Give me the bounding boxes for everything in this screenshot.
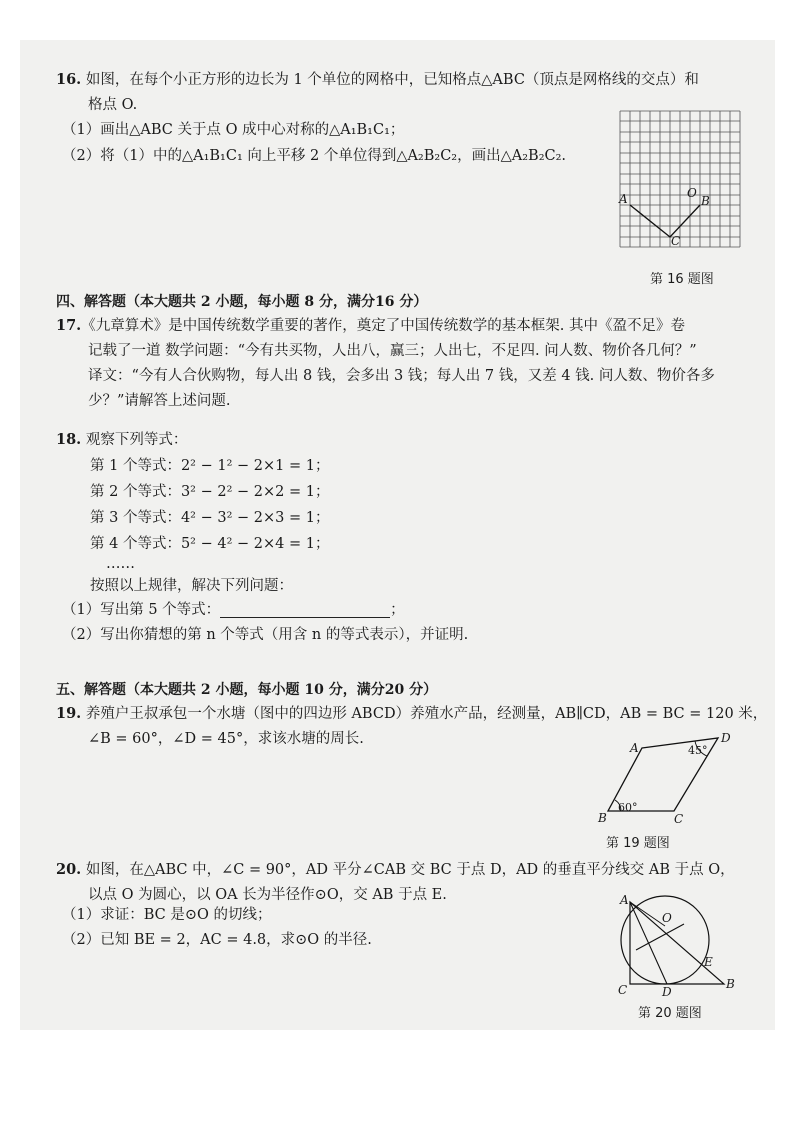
q16-number: 16. [56, 71, 82, 88]
answer-blank[interactable] [220, 603, 390, 618]
q16-text-line2: 格点 O. [88, 97, 138, 113]
q19-figure-caption: 第 19 题图 [606, 836, 670, 851]
q16-grid-figure [610, 106, 760, 256]
q19-angle-b: 60° [618, 801, 638, 814]
q18-equation-4: 第 4 个等式：5² − 4² − 2×4 = 1； [90, 536, 330, 552]
q18-part2: （2）写出你猜想的第 n 个等式（用含 n 的等式表示），并证明. [62, 627, 469, 643]
q18-equation-3: 第 3 个等式：4² − 3² − 2×3 = 1； [90, 510, 330, 526]
q16-part2: （2）将（1）中的△A₁B₁C₁ 向上平移 2 个单位得到△A₂B₂C₂，画出△A₂B₂C₂. [62, 148, 567, 164]
q16-label-a: A [619, 192, 628, 206]
q19-label-c: C [674, 812, 684, 826]
q20-figure-caption: 第 20 题图 [638, 1006, 702, 1021]
q19-label-b: B [598, 811, 607, 825]
q20-circle-figure [612, 890, 742, 1000]
q20-line1: 如图，在△ABC 中，∠C = 90°，AD 平分∠CAB 交 BC 于点 D，AD 的垂直平分线交 AB 于点 O， [85, 862, 735, 878]
triangle-abc [630, 902, 724, 984]
section-4-heading: 四、解答题（本大题共 2 小题，每小题 8 分，满分16 分） [56, 294, 428, 310]
q17-text-line1 [56, 316, 685, 336]
q16-label-b: B [701, 194, 710, 208]
q19-quadrilateral-figure [588, 726, 738, 826]
q19-number: 19. [56, 705, 82, 722]
q20-label-d: D [662, 985, 672, 999]
section-5-heading: 五、解答题（本大题共 2 小题，每小题 10 分，满分20 分） [56, 682, 438, 698]
q18-part1-text: （1）写出第 5 个等式： [62, 602, 221, 618]
q18-rule: 按照以上规律，解决下列问题： [90, 578, 293, 594]
q20-label-c: C [618, 983, 628, 997]
q20-label-e: E [704, 955, 713, 969]
q16-line1: 如图，在每个小正方形的边长为 1 个单位的网格中，已知格点△ABC（顶点是网格线的交点）和 [85, 72, 699, 88]
q17-number: 17. [56, 317, 82, 334]
q19-label-d: D [721, 731, 731, 745]
q20-label-o: O [662, 911, 672, 925]
q18-intro-line [56, 430, 187, 450]
q18-equation-2: 第 2 个等式：3² − 2² − 2×2 = 1； [90, 484, 330, 500]
q20-label-b: B [726, 977, 735, 991]
q18-intro: 观察下列等式： [85, 432, 188, 448]
q20-number: 20. [56, 861, 82, 878]
q16-label-o: O [687, 186, 697, 200]
q19-line1: 养殖户王叔承包一个水塘（图中的四边形 ABCD）养殖水产品，经测量，AB∥CD，AB = BC = 120 米， [85, 706, 768, 722]
q16-label-c: C [671, 234, 681, 248]
q16-text-line1 [56, 70, 699, 90]
q20-text-line1 [56, 860, 735, 880]
triangle-abc [630, 205, 700, 237]
q20-line2: 以点 O 为圆心，以 OA 长为半径作⊙O，交 AB 于点 E. [88, 887, 447, 903]
q19-line2: ∠B = 60°，∠D = 45°，求该水塘的周长. [88, 731, 364, 747]
q17-line1: 《九章算术》是中国传统数学重要的著作，奠定了中国传统数学的基本框架. 其中《盈不足》卷 [81, 318, 685, 334]
q17-line4: 少？”请解答上述问题. [88, 393, 231, 409]
q19-text-line1 [56, 704, 767, 724]
q20-label-a: A [620, 893, 629, 907]
q19-label-a: A [630, 741, 639, 755]
q16-figure-caption: 第 16 题图 [650, 272, 714, 287]
q18-number: 18. [56, 431, 82, 448]
q19-angle-d: 45° [688, 744, 708, 757]
q18-equation-1: 第 1 个等式：2² − 1² − 2×1 = 1； [90, 458, 330, 474]
circle-o [621, 896, 709, 984]
q18-part1-end: ； [390, 602, 405, 618]
q20-part2: （2）已知 BE = 2，AC = 4.8，求⊙O 的半径. [62, 932, 372, 948]
q17-line2: 记载了一道 数学问题：“今有共买物，人出八，赢三；人出七，不足四. 问人数、物价各几何？” [88, 343, 697, 359]
q17-line3: 译文：“今有人合伙购物，每人出 8 钱，会多出 3 钱；每人出 7 钱，又差 4 钱. 问人数、物价各多 [88, 368, 715, 384]
q16-part1: （1）画出△ABC 关于点 O 成中心对称的△A₁B₁C₁； [62, 122, 405, 138]
q20-part1: （1）求证：BC 是⊙O 的切线； [62, 907, 272, 923]
q18-ellipsis: …… [106, 556, 135, 572]
q18-part1 [62, 600, 405, 620]
